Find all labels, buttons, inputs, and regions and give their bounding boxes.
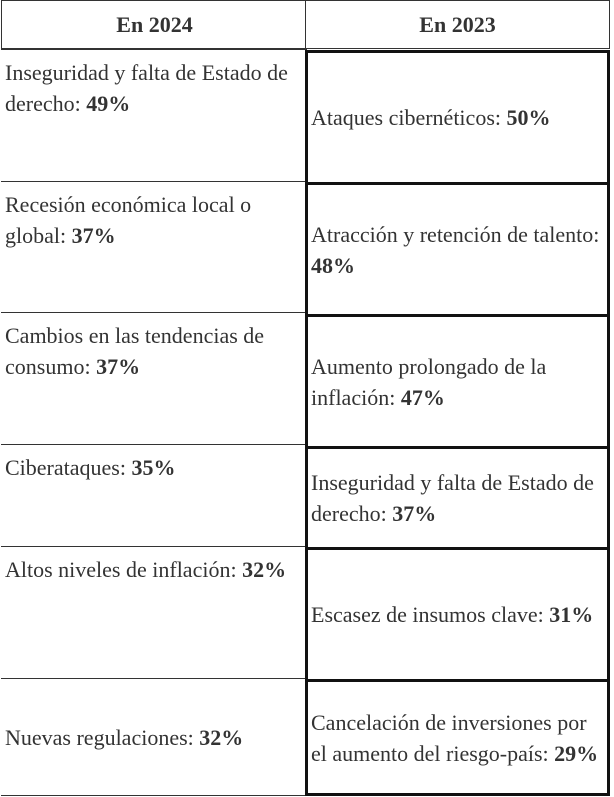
table-cell xyxy=(305,50,610,185)
cell-value: 37% xyxy=(96,354,141,379)
cell-value: 31% xyxy=(549,602,594,627)
cell-value: 35% xyxy=(131,455,176,480)
table-cell xyxy=(1,49,307,182)
cell-value: 50% xyxy=(506,105,551,130)
header-2024: En 2024 xyxy=(1,0,307,49)
cell-value: 37% xyxy=(71,223,116,248)
cell-value: 49% xyxy=(86,91,131,116)
cell-value: 29% xyxy=(554,740,599,766)
cell-value: 37% xyxy=(392,501,437,526)
header-2023: En 2023 xyxy=(305,0,610,49)
cell-value: 32% xyxy=(199,724,244,750)
table-cell xyxy=(1,546,307,679)
cell-label: Cancelación de inversiones por el aumento del riesgo-país: xyxy=(311,709,587,766)
cell-label: Cambios en las tendencias de consumo: xyxy=(5,323,265,379)
cell-label: Inseguridad y falta de Estado de derecho: xyxy=(311,470,594,526)
cell-label: Escasez de insumos clave: xyxy=(311,602,550,627)
table-cell xyxy=(305,314,610,449)
table-cell xyxy=(1,444,307,547)
table-cell xyxy=(305,446,610,550)
cell-label: Atracción y retención de talento: xyxy=(311,221,600,247)
cell-label: Inseguridad y falta de Estado de derecho: xyxy=(5,60,288,116)
cell-label: Ciberataques: xyxy=(5,455,132,480)
cell-label: Recesión económica local o global: xyxy=(5,192,252,248)
cell-value: 32% xyxy=(242,557,287,582)
table-cell xyxy=(305,182,610,317)
cell-label: Altos niveles de inflación: xyxy=(5,557,243,582)
table-cell xyxy=(1,312,307,445)
table-cell xyxy=(305,547,610,682)
cell-label: Aumento prolongado de la inflación: xyxy=(311,353,547,410)
table-cell xyxy=(305,679,610,796)
cell-value: 48% xyxy=(311,252,355,278)
cell-label: Nuevas regulaciones: xyxy=(5,724,200,750)
cell-value: 47% xyxy=(400,384,445,410)
table-cell xyxy=(1,678,307,796)
table-cell xyxy=(1,181,307,313)
cell-label: Ataques cibernéticos: xyxy=(311,105,507,130)
